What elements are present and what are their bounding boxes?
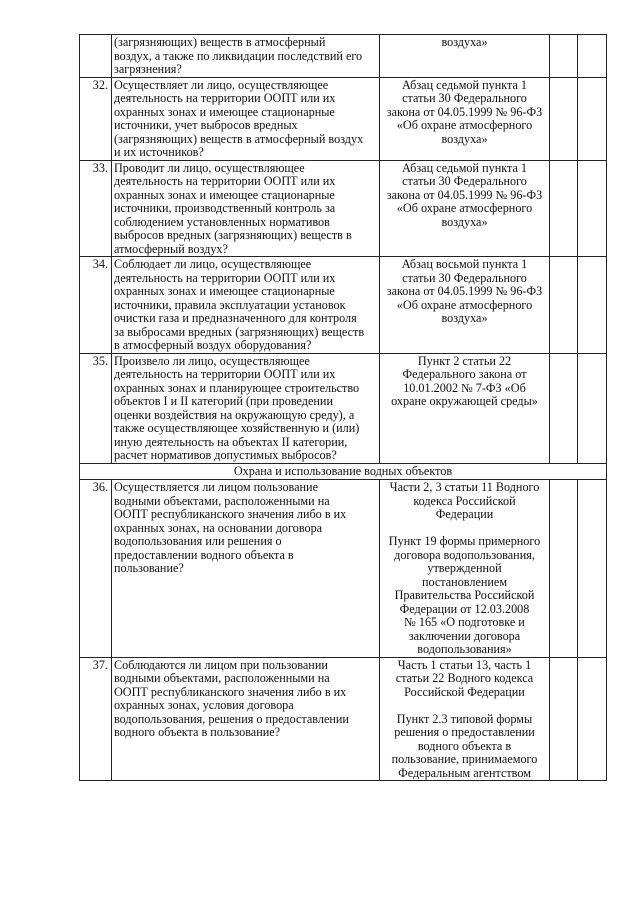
answer-cell (550, 257, 578, 354)
question-line: пользование? (114, 561, 184, 575)
document-page (79, 34, 607, 781)
reference-line: закона от 04.05.1999 № 96-ФЗ (386, 284, 543, 298)
question-line: объектов I и II категорий (при проведении (114, 394, 333, 408)
question-cell (112, 480, 380, 658)
answer-cell (550, 77, 578, 160)
question-line: охранных зонах и планирующее строительство (114, 380, 360, 395)
question-line: очистки газа и предназначенного для контроля (114, 311, 357, 325)
question-line: охранных зонах и имеющее стационарные (114, 104, 335, 119)
reference-line: Правительства Российской (394, 588, 535, 602)
reference-line: решения о предоставлении (394, 725, 535, 739)
reference-line: Федерального закона от (402, 367, 527, 381)
table-row (80, 35, 607, 78)
question-line: Осуществляет ли лицо, осуществляющее (114, 77, 329, 92)
question-line: расчет нормативов допустимых выбросов? (114, 448, 337, 462)
reference-line: Абзац седьмой пункта 1 (401, 160, 528, 175)
reference-line: воздуха» (441, 131, 488, 146)
question-line: и их источников? (114, 145, 204, 159)
reference-line: Федерации (435, 507, 494, 521)
reference-line: статьи 30 Федерального (402, 270, 527, 285)
question-line: (загрязняющих) веществ в атмосферный (114, 35, 326, 49)
answer-cell (550, 480, 578, 658)
question-line: водопользования, решения о предоставлении (114, 711, 349, 726)
row-number: 34. (80, 257, 112, 354)
reference-line: кодекса Российской (413, 493, 516, 508)
reference-line: Российской Федерации (404, 684, 525, 699)
question-line: также осуществляющее хозяйственную и (или) (114, 421, 360, 435)
question-line: Соблюдаются ли лицом при пользовании (114, 657, 328, 672)
reference-line: постановлением (421, 574, 508, 589)
reference-line: № 165 «О подготовке и (404, 615, 525, 629)
question-line: предоставлении водного объекта в (114, 547, 294, 562)
question-cell (112, 35, 380, 78)
question-line: в атмосферный воздух оборудования? (114, 338, 312, 352)
reference-line: статьи 30 Федерального (402, 91, 527, 105)
question-cell (112, 77, 380, 160)
reference-line: Части 2, 3 статьи 11 Водного (389, 480, 540, 494)
section-title: Охрана и использование водных объектов (80, 463, 607, 480)
question-cell (112, 353, 380, 463)
table-row (80, 657, 607, 781)
table-row (80, 77, 607, 160)
question-line: Осуществляется ли лицом пользование (114, 480, 318, 494)
reference-line: Абзац восьмой пункта 1 (401, 257, 528, 271)
question-line: охранных зонах и имеющее стационарные (114, 284, 335, 298)
question-line: загрязнения? (114, 62, 182, 76)
question-line: (загрязняющих) веществ в атмосферный воздух (114, 131, 364, 146)
question-line: деятельность на территории ООПТ или их (114, 91, 336, 105)
table-row (80, 160, 607, 257)
row-number (80, 35, 112, 78)
note-cell (578, 257, 607, 354)
question-line: деятельность на территории ООПТ или их (114, 270, 336, 285)
reference-line: воздуха» (441, 214, 488, 229)
question-line: Проводит ли лицо, осуществляющее (114, 160, 305, 175)
legal-reference-cell (380, 480, 550, 658)
table-row (80, 257, 607, 354)
question-line: охранных зонах, условия договора (114, 698, 294, 712)
reference-line: пользование, принимаемого (391, 752, 538, 766)
reference-line: водопользования» (417, 642, 512, 656)
reference-line: «Об охране атмосферного (396, 201, 533, 215)
question-line: охранных зонах и имеющее стационарные (114, 187, 335, 202)
question-line: воздух, а также по ликвидации последствий его (114, 48, 363, 63)
question-line: Произвело ли лицо, осуществляющее (114, 353, 310, 368)
question-line: Соблюдает ли лицо, осуществляющее (114, 257, 312, 271)
question-line: соблюдением установленных нормативов (114, 214, 330, 229)
question-line: за выбросами вредных (загрязняющих) веществ (114, 324, 365, 339)
note-cell (578, 160, 607, 257)
answer-cell (550, 35, 578, 78)
reference-line: Пункт 2 статьи 22 (417, 353, 512, 368)
question-line: источники, производственный контроль за (114, 201, 336, 215)
reference-line: воздуха» (441, 35, 488, 49)
legal-reference-cell (380, 77, 550, 160)
row-number: 36. (80, 480, 112, 658)
question-line: водопользования или решения о (114, 534, 282, 548)
section-header-row (80, 463, 607, 480)
paragraph-gap (382, 522, 547, 536)
answer-cell (550, 353, 578, 463)
legal-reference-cell (380, 160, 550, 257)
note-cell (578, 657, 607, 781)
question-line: деятельность на территории ООПТ или их (114, 174, 336, 188)
note-cell (578, 35, 607, 78)
question-cell (112, 657, 380, 781)
reference-line: Федеральным агентством (398, 765, 531, 780)
checklist-table (79, 34, 607, 781)
reference-line: охране окружающей среды» (391, 394, 538, 408)
row-number: 33. (80, 160, 112, 257)
checklist-table-body (80, 35, 607, 781)
legal-reference-cell (380, 257, 550, 354)
legal-reference-cell (380, 35, 550, 78)
reference-line: закона от 04.05.1999 № 96-ФЗ (386, 104, 543, 119)
answer-cell (550, 657, 578, 781)
reference-line: «Об охране атмосферного (396, 297, 533, 312)
note-cell (578, 77, 607, 160)
question-line: источники, учет выбросов вредных (114, 118, 298, 132)
question-line: источники, правила эксплуатации установок (114, 297, 346, 312)
answer-cell (550, 160, 578, 257)
question-line: деятельность на территории ООПТ или их (114, 367, 336, 381)
question-line: водными объектами, расположенными на (114, 493, 330, 508)
note-cell (578, 353, 607, 463)
reference-line: 10.01.2002 № 7-ФЗ «Об (403, 380, 526, 395)
row-number: 35. (80, 353, 112, 463)
question-line: выбросов вредных (загрязняющих) веществ в (114, 228, 352, 242)
question-line: ООПТ республиканского значения либо в их (114, 684, 347, 699)
reference-line: воздуха» (441, 311, 488, 325)
reference-line: заключении договора (408, 628, 521, 643)
reference-line: водного объекта в (417, 738, 512, 753)
reference-line: «Об охране атмосферного (396, 118, 533, 132)
question-line: охранных зонах, на основании договора (114, 520, 323, 535)
question-line: ООПТ республиканского значения либо в их (114, 507, 347, 521)
reference-line: Пункт 19 формы примерного (388, 534, 541, 548)
legal-reference-cell (380, 657, 550, 781)
question-line: атмосферный воздух? (114, 241, 228, 256)
row-number: 37. (80, 657, 112, 781)
question-line: водного объекта в пользование? (114, 725, 281, 739)
note-cell (578, 480, 607, 658)
reference-line: Пункт 2.3 типовой формы (396, 711, 533, 726)
reference-line: Часть 1 статьи 13, часть 1 (397, 657, 532, 672)
reference-line: статьи 30 Федерального (402, 174, 527, 188)
row-number: 32. (80, 77, 112, 160)
question-cell (112, 160, 380, 257)
reference-line: Абзац седьмой пункта 1 (401, 77, 528, 92)
question-line: водными объектами, расположенными на (114, 671, 330, 685)
question-line: оценки воздействия на окружающую среду), а (114, 407, 355, 422)
reference-line: Федерации от 12.03.2008 (399, 601, 530, 616)
table-row (80, 480, 607, 658)
paragraph-gap (382, 699, 547, 713)
question-line: иную деятельность на объектах II категории, (114, 434, 348, 449)
reference-line: закона от 04.05.1999 № 96-ФЗ (386, 187, 543, 202)
table-row (80, 353, 607, 463)
legal-reference-cell (380, 353, 550, 463)
reference-line: договора водопользования, (394, 547, 535, 562)
reference-line: утвержденной (427, 561, 502, 575)
reference-line: статьи 22 Водного кодекса (395, 671, 534, 685)
question-cell (112, 257, 380, 354)
